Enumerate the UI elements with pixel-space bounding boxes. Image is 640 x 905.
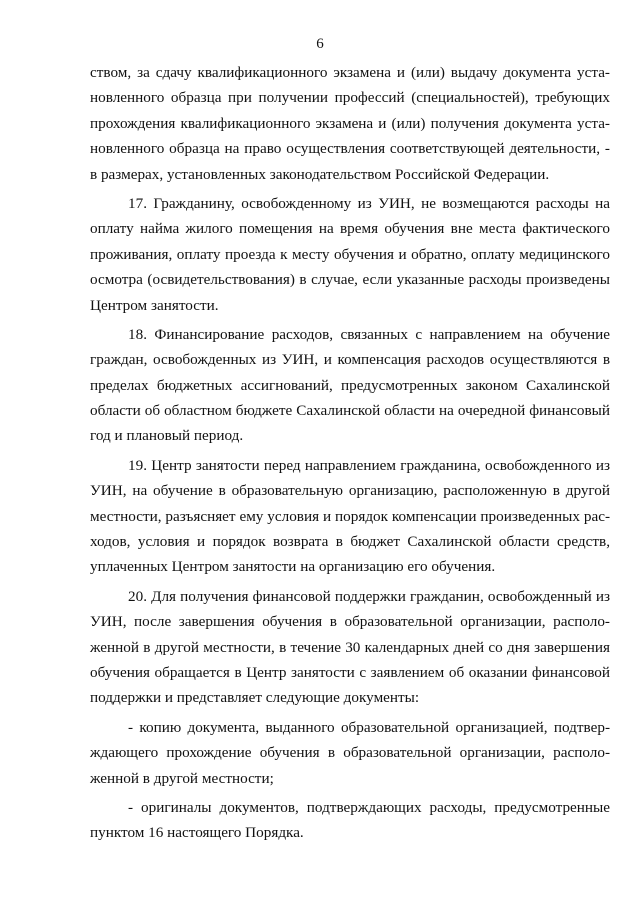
list-item-original-documents (90, 795, 610, 846)
paragraph-17 (90, 191, 610, 318)
text-line: уплаченных Центром занятости на организацию его обучения. (90, 558, 496, 576)
text-line: ждающего прохождение обучения в образовательной организации, располо- (90, 744, 610, 762)
text-line: в размерах, установленных законодательством Российской Федерации. (90, 165, 550, 183)
text-line: оплату найма жилого помещения на время обучения вне места фактического (90, 220, 610, 238)
text-line: УИН, после завершения обучения в образовательной организации, располо- (90, 613, 610, 631)
text-line: прохождения квалификационного экзамена и (или) получения документа уста- (90, 114, 610, 132)
text-line: проживания, оплату проезда к месту обучения и обратно, оплату медицинского (90, 245, 610, 263)
text-line: женной в другой местности, в течение 30 календарных дней со дня завершения (90, 638, 610, 656)
page-number: 6 (316, 36, 324, 52)
text-line: ством, за сдачу квалификационного экзамена и (или) выдачу документа уста- (90, 64, 610, 81)
text-line: Центром занятости. (90, 296, 219, 314)
text-line: УИН, на обучение в образовательную организацию, расположенную в другой (90, 482, 610, 500)
text-line: поддержки и представляет следующие документы: (90, 689, 420, 707)
text-line: пунктом 16 настоящего Порядка. (90, 824, 304, 842)
text-line: местности, разъясняет ему условия и порядок компенсации произведенных рас- (90, 507, 610, 525)
text-line: области об областном бюджете Сахалинской области на очередной финансовый (90, 402, 610, 420)
text-line: - оригиналы документов, подтверждающих расходы, предусмотренные (128, 798, 610, 816)
text-line: женной в другой местности; (90, 769, 274, 787)
text-line: 17. Гражданину, освобожденному из УИН, не возмещаются расходы на (128, 194, 610, 212)
text-line: пределах бюджетных ассигнований, предусмотренных законом Сахалинской (90, 376, 610, 394)
list-item-document-copy (90, 715, 610, 791)
paragraph-20 (90, 584, 610, 711)
text-line: новленного образца на право осуществления соответствующей деятельности, - (90, 140, 610, 158)
paragraph-18 (90, 322, 610, 449)
document-body (90, 60, 610, 846)
text-line: граждан, освобожденных из УИН, и компенсация расходов осуществляются в (90, 351, 610, 369)
text-line: осмотра (освидетельствования) в случае, если указанные расходы произведены (90, 271, 610, 289)
text-line: новленного образца при получении профессий (специальностей), требующих (90, 89, 610, 107)
text-line: 19. Центр занятости перед направлением гражданина, освобожденного из (128, 456, 610, 474)
text-line: год и плановый период. (90, 427, 244, 445)
text-line: ходов, условия и порядок возврата в бюджет Сахалинской области средств, (90, 533, 610, 551)
paragraph-continuation (90, 60, 610, 187)
text-line: - копию документа, выданного образовательной организацией, подтвер- (128, 718, 610, 736)
text-line: обучения обращается в Центр занятости с заявлением об оказании финансовой (90, 663, 610, 681)
paragraph-19 (90, 453, 610, 580)
text-line: 18. Финансирование расходов, связанных с направлением на обучение (128, 325, 610, 343)
text-line: 20. Для получения финансовой поддержки гражданин, освобожденный из (128, 587, 610, 605)
